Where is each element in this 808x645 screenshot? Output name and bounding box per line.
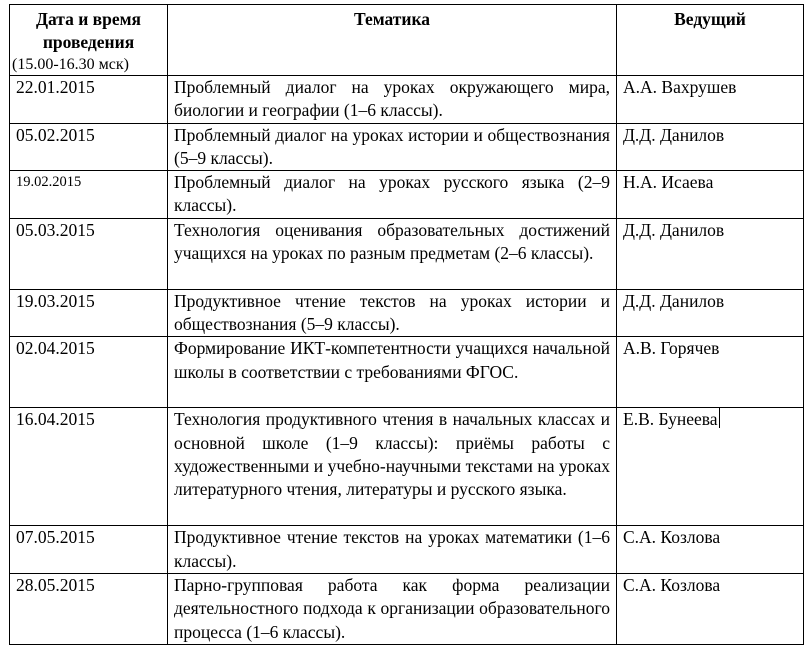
date-cell: 05.03.2015 [10,218,168,289]
host-cell: Д.Д. Данилов [617,289,804,337]
date-cell: 22.01.2015 [10,75,168,123]
topic-cell: Продуктивное чтение текстов на уроках истории и обществознания (5–9 классы). [168,289,617,337]
date-cell: 16.04.2015 [10,408,168,526]
date-cell: 19.02.2015 [10,171,168,219]
table-row [10,218,804,289]
host-name: Е.В. Бунеева [623,409,718,430]
date-cell: 19.03.2015 [10,289,168,337]
host-cell[interactable] [617,408,804,526]
host-cell: С.А. Козлова [617,573,804,644]
table-row [10,123,804,171]
table-row [10,289,804,337]
host-cell: А.А. Вахрушев [617,75,804,123]
topic-cell: Парно-групповая работа как форма реализации деятельностного подхода к организации образовательного процесса (1–6 классы). [168,573,617,644]
host-cell: Н.А. Исаева [617,171,804,219]
date-cell: 28.05.2015 [10,573,168,644]
topic-column-header: Тематика [168,5,617,76]
host-cell: С.А. Козлова [617,526,804,574]
host-cell: Д.Д. Данилов [617,123,804,171]
topic-cell: Формирование ИКТ-компетентности учащихся начальной школы в соответствии с требованиями ФГОС. [168,337,617,408]
table-row [10,75,804,123]
topic-cell: Технология продуктивного чтения в начальных классах и основной школе (1–9 классы): приёмы работы с художественными и учебно-научными текстами на уроках литературного чтения, литературы и русского языка. [168,408,617,526]
topic-cell: Проблемный диалог на уроках истории и обществознания (5–9 классы). [168,123,617,171]
table-row [10,171,804,219]
table-row [10,337,804,408]
topic-cell: Проблемный диалог на уроках окружающего мира, биологии и географии (1–6 классы). [168,75,617,123]
text-cursor [719,408,720,428]
host-cell: А.В. Горячев [617,337,804,408]
host-column-header: Ведущий [617,5,804,76]
date-column-title: Дата и время проведения [35,9,142,53]
topic-cell: Продуктивное чтение текстов на уроках математики (1–6 классы). [168,526,617,574]
table-row [10,573,804,644]
table-row [10,408,804,526]
table-row [10,526,804,574]
date-column-subtitle: (15.00-16.30 мск) [12,55,129,73]
date-cell: 05.02.2015 [10,123,168,171]
host-cell: Д.Д. Данилов [617,218,804,289]
date-cell: 07.05.2015 [10,526,168,574]
date-column-header [10,5,168,76]
webinar-schedule-table [9,4,804,645]
topic-cell: Проблемный диалог на уроках русского языка (2–9 классы). [168,171,617,219]
date-cell: 02.04.2015 [10,337,168,408]
table-header-row [10,5,804,76]
topic-cell: Технология оценивания образовательных достижений учащихся на уроках по разным предметам (2–6 классы). [168,218,617,289]
